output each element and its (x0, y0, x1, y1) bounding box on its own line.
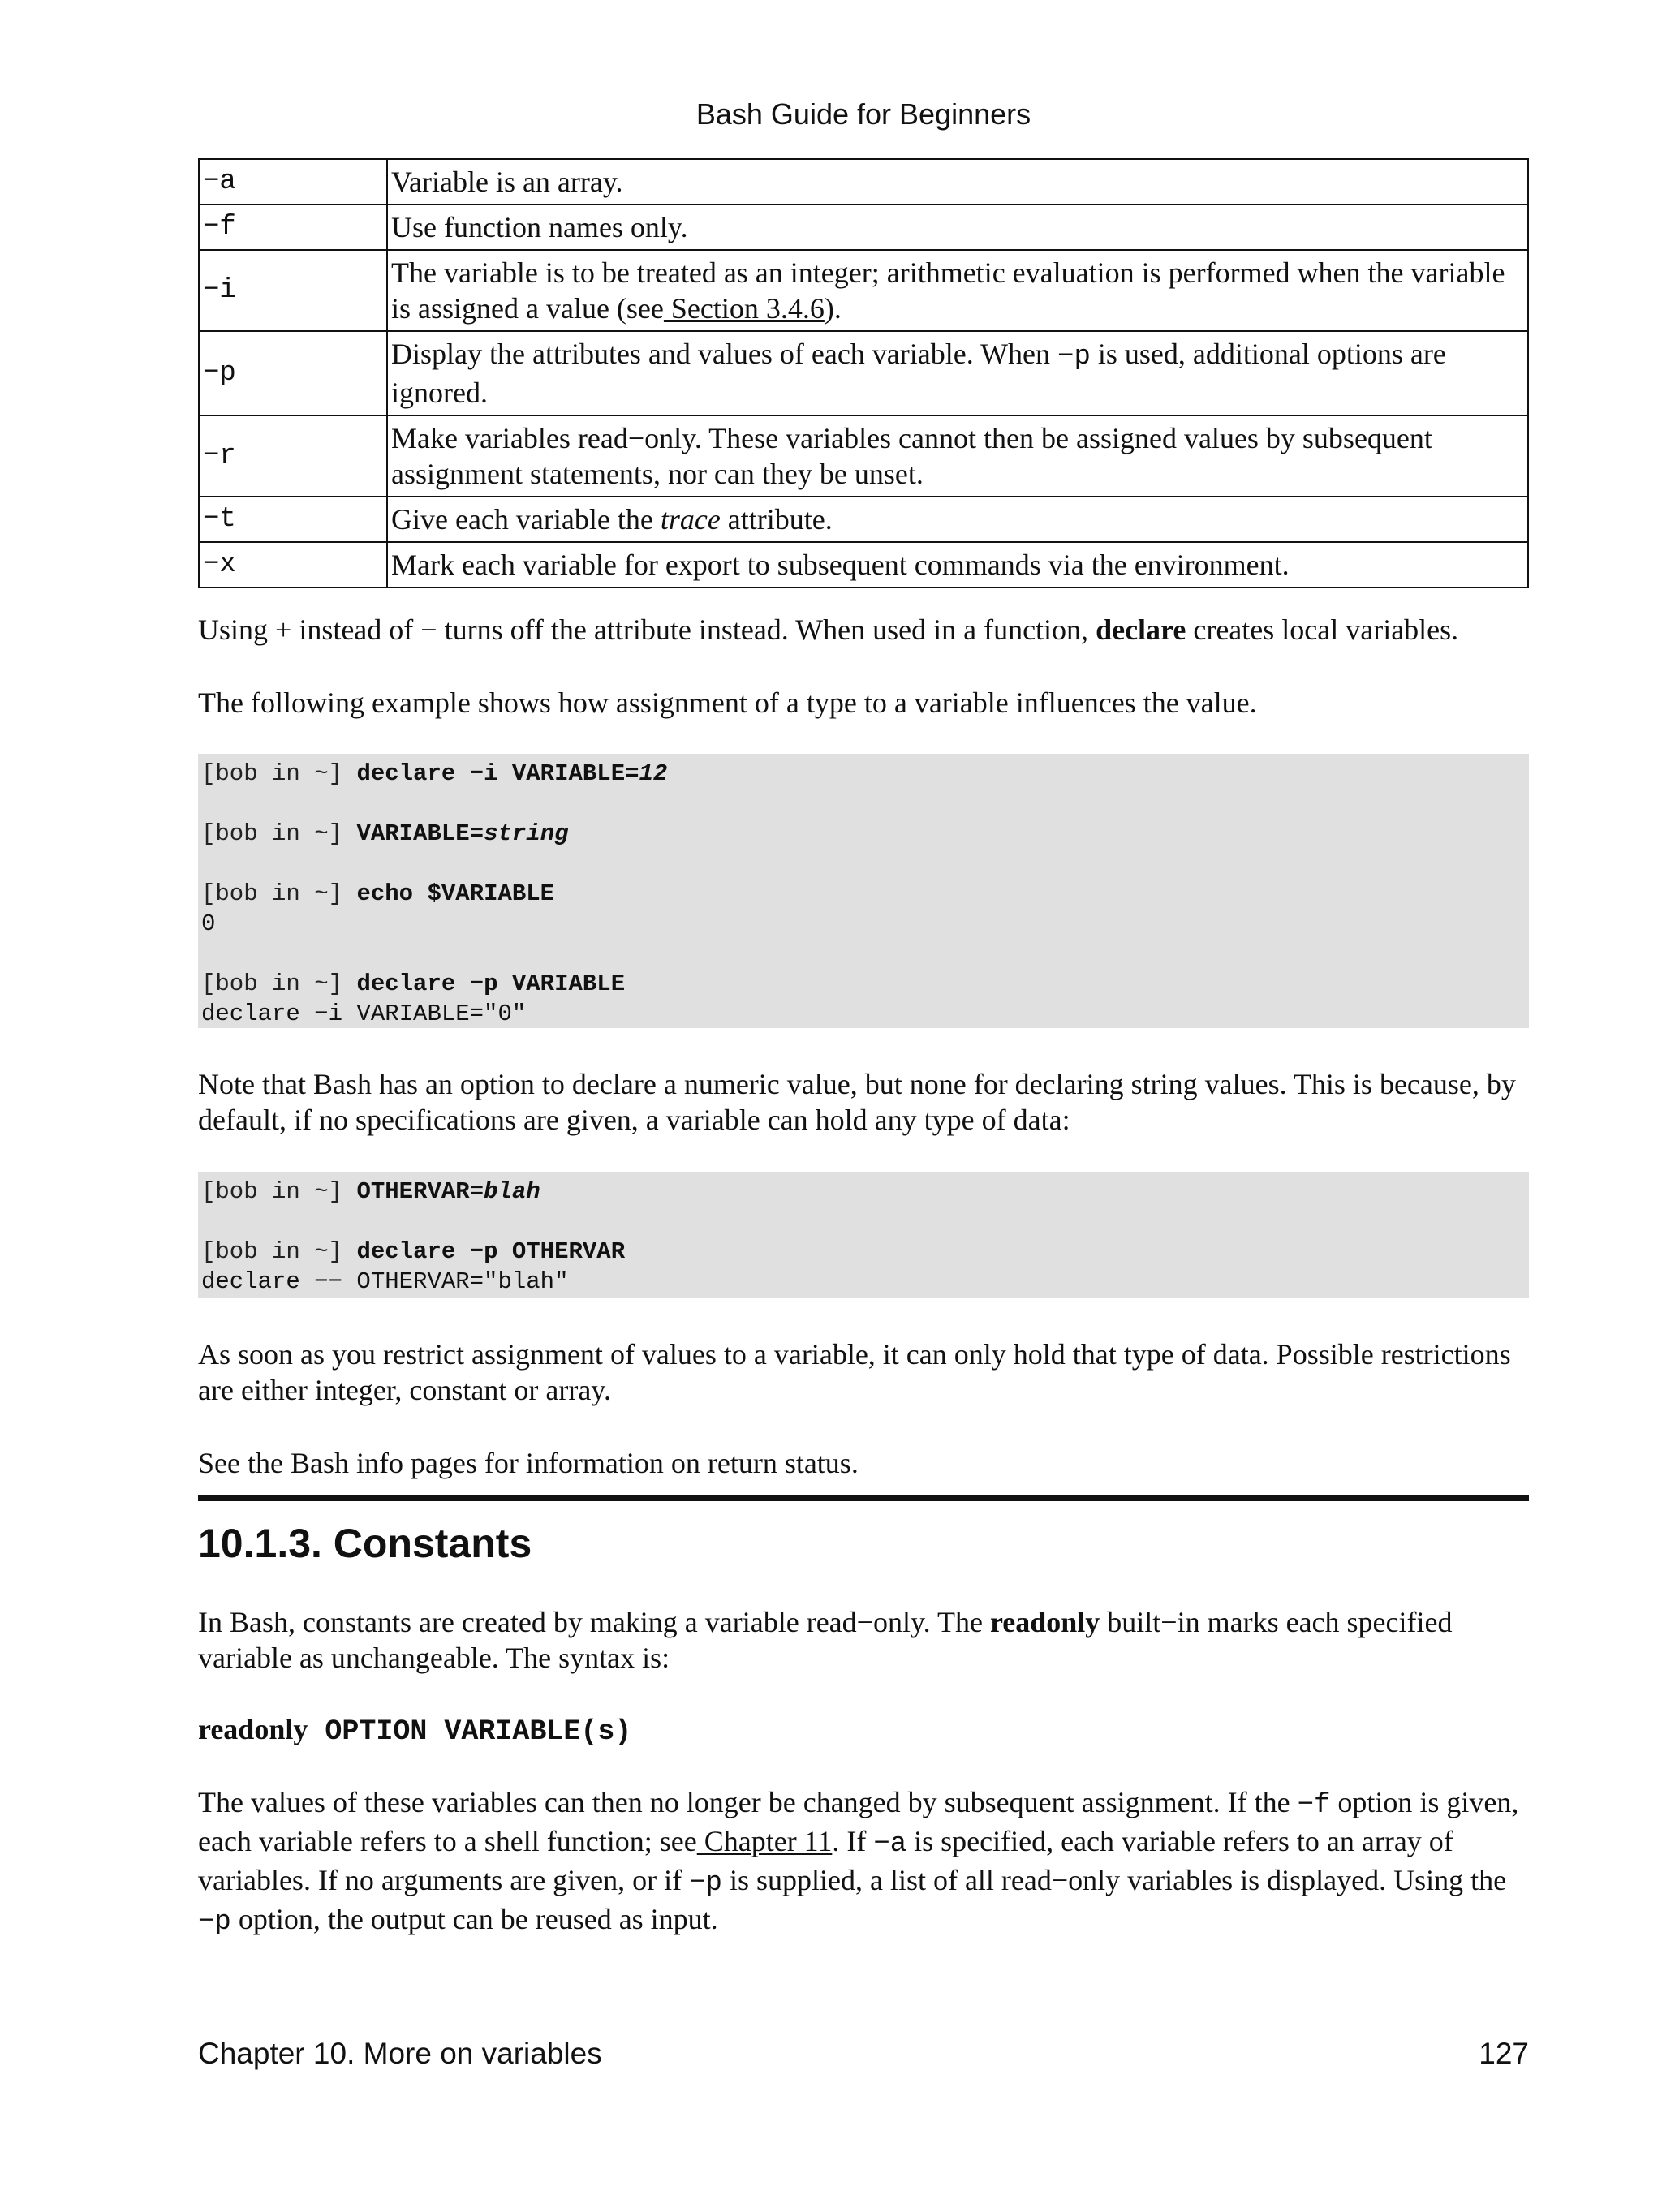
table-row (199, 204, 1528, 250)
paragraph-text: Using + instead of − turns off the attribute instead. When used in a function, (198, 613, 1096, 646)
table-row (199, 250, 1528, 331)
command: VARIABLE= (356, 820, 484, 847)
option-description: Variable is an array. (387, 159, 1528, 204)
code-example-declare (198, 754, 1529, 1028)
command-argument: 12 (639, 760, 668, 787)
footer-page-number: 127 (1479, 2037, 1529, 2070)
paragraph-attribute-toggle (198, 612, 1529, 648)
shell-prompt: [bob in ~] (201, 1238, 357, 1265)
command-argument: string (484, 820, 569, 847)
running-header: Bash Guide for Beginners (695, 97, 1031, 131)
option-description: Use function names only. (387, 204, 1528, 250)
shell-prompt: [bob in ~] (201, 880, 357, 907)
paragraph-text: option, the output can be reused as input. (230, 1903, 718, 1935)
command: OTHERVAR= (356, 1178, 484, 1205)
code-example-othervar (198, 1172, 1529, 1298)
option-flag: −i (199, 250, 387, 331)
inline-code: −p (689, 1868, 722, 1899)
paragraph-restrictions: As soon as you restrict assignment of values to a variable, it can only hold that type of data. Possible restrictions are either integer, constant or array. (198, 1338, 1511, 1406)
table-row (199, 415, 1528, 497)
inline-code: −a (873, 1829, 907, 1860)
paragraph-text: In Bash, constants are created by making a variable read−only. The (198, 1606, 990, 1638)
paragraph-info-pages: See the Bash info pages for information on return status. (198, 1447, 859, 1479)
paragraph-string-note: Note that Bash has an option to declare a numeric value, but none for declaring string values. This is because, by default, if no specifications are given, a variable can hold any type of data: (198, 1068, 1516, 1136)
description-text: is used, additional options are ignored. (391, 338, 1446, 409)
option-description (387, 497, 1528, 542)
declare-options-table (198, 158, 1529, 588)
shell-prompt: [bob in ~] (201, 1178, 357, 1205)
paragraph-text: option is given, each variable refers to a shell function; see (198, 1786, 1519, 1857)
description-text: The variable is to be treated as an integer; arithmetic evaluation is performed when the variable is assigned a value (see (391, 256, 1505, 325)
paragraph-text: built−in marks each specified variable as unchangeable. The syntax is: (198, 1606, 1453, 1674)
option-description (387, 250, 1528, 331)
paragraph-constants-intro (198, 1604, 1529, 1676)
shell-prompt: [bob in ~] (201, 760, 357, 787)
command-output: 0 (201, 910, 216, 937)
inline-code: −f (1297, 1790, 1331, 1821)
paragraph-text: is specified, each variable refers to an array of variables. If no arguments are given, or if (198, 1825, 1453, 1896)
command: declare −p OTHERVAR (356, 1238, 626, 1265)
table-row (199, 331, 1528, 415)
section-heading: 10.1.3. Constants (198, 1521, 532, 1566)
chapter-link[interactable]: Chapter 11 (696, 1825, 833, 1857)
table-row (199, 159, 1528, 204)
paragraph-example-intro: The following example shows how assignment of a type to a variable influences the value. (198, 686, 1257, 719)
description-text: attribute. (720, 503, 833, 536)
option-flag: −p (199, 331, 387, 415)
paragraph-text: is supplied, a list of all read−only variables is displayed. Using the (721, 1864, 1507, 1896)
inline-code: −p (198, 1907, 231, 1938)
option-flag: −f (199, 204, 387, 250)
option-flag: −t (199, 497, 387, 542)
description-text: Give each variable the (391, 503, 661, 536)
option-description: Make variables read−only. These variables cannot then be assigned values by subsequent assignment statements, nor can they be unset. (387, 415, 1528, 497)
command: declare −p VARIABLE (356, 970, 626, 997)
paragraph-readonly-options (198, 1784, 1529, 1940)
shell-prompt: [bob in ~] (201, 970, 357, 997)
command-output: declare −i VARIABLE="0" (201, 1001, 527, 1027)
inline-code: −p (1057, 342, 1091, 372)
option-flag: −a (199, 159, 387, 204)
syntax-command: readonly (198, 1713, 308, 1745)
bold-command: readonly (989, 1606, 1100, 1638)
paragraph-text: The values of these variables can then no longer be changed by subsequent assignment. If the (198, 1786, 1298, 1818)
table-row (199, 542, 1528, 587)
paragraph-text: creates local variables. (1186, 613, 1459, 646)
command-output: declare −− OTHERVAR="blah" (201, 1268, 569, 1295)
emphasis-text: trace (660, 503, 721, 536)
bold-command: declare (1096, 613, 1186, 646)
syntax-line (198, 1712, 631, 1748)
description-text: Display the attributes and values of each variable. When (391, 338, 1058, 370)
option-description: Mark each variable for export to subsequent commands via the environment. (387, 542, 1528, 587)
description-text: ). (824, 292, 842, 325)
command: declare −i VARIABLE= (356, 760, 639, 787)
option-description (387, 331, 1528, 415)
option-flag: −r (199, 415, 387, 497)
option-flag: −x (199, 542, 387, 587)
command-argument: blah (484, 1178, 540, 1205)
shell-prompt: [bob in ~] (201, 820, 357, 847)
table-row (199, 497, 1528, 542)
command: echo $VARIABLE (356, 880, 555, 907)
section-link[interactable]: Section 3.4.6 (663, 292, 825, 325)
paragraph-text: . If (832, 1825, 874, 1857)
section-divider (198, 1495, 1529, 1501)
syntax-arguments: OPTION VARIABLE(s) (308, 1715, 632, 1748)
footer-chapter: Chapter 10. More on variables (198, 2037, 602, 2070)
